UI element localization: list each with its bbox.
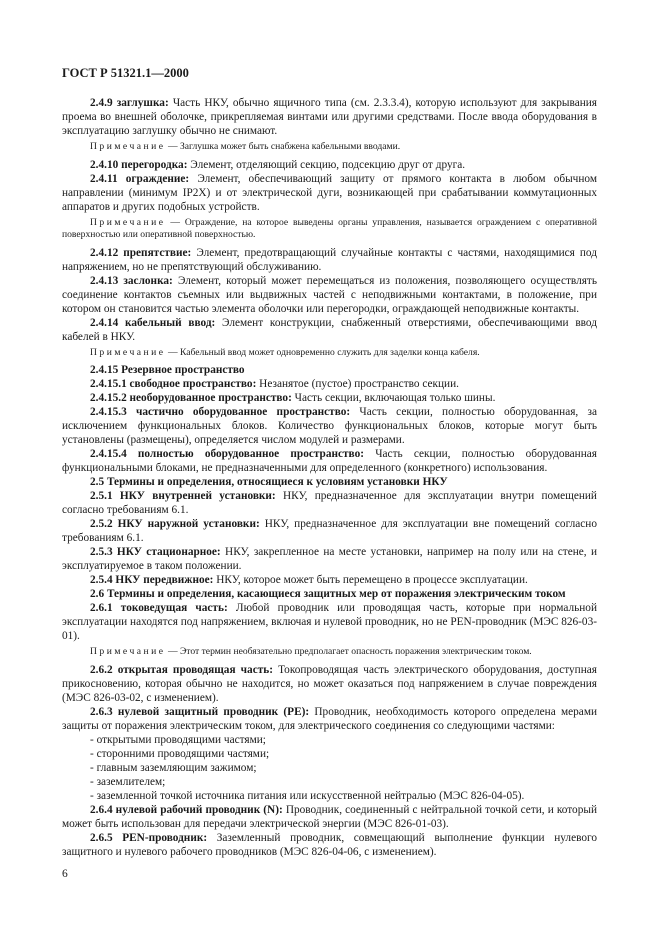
section-2-6-heading: 2.6 Термины и определения, касающиеся защитных мер от поражения электрическим током [90,588,566,600]
clause-2-6-3: 2.6.3 нулевой защитный проводник (PE): Проводник, необходимость которого определена мерами защиты от поражения электрическим током, для электрического соединения со следующими частями: [62,705,598,732]
clause-2-4-14: 2.4.14 кабельный ввод: Элемент конструкции, снабженный отверстиями, обеспечивающими ввод кабелей в НКУ. [62,316,597,343]
clause-2-4-15-1: 2.4.15.1 свободное пространство: Незанятое (пустое) пространство секции. [90,378,459,390]
note-2-4-9: Примечание — Заглушка может быть снабжена кабельными вводами. [90,141,401,152]
clause-2-6-4: 2.6.4 нулевой рабочий проводник (N): Проводник, соединенный с нейтральной точкой сети, и который может быть использован для передачи электрической энергии (МЭС 826-01-03). [62,803,597,830]
list-item: - заземленной точкой источника питания или искусственной нейтралью (МЭС 826-04-05). [90,789,525,802]
page-number: 6 [62,868,68,880]
clause-2-4-11: 2.4.11 ограждение: Элемент, обеспечивающий защиту от прямого контакта в любом обычном направлении (минимум IP2X) и от электрической дуги, возникающей при срабатывании коммутационных аппаратов и других подобных устройств. [62,172,597,213]
clause-2-4-13: 2.4.13 заслонка: Элемент, который может перемещаться из положения, позволяющего осуществлять соединение контактов съемных или выдвижных частей с неподвижными контактами, в положение, при котором он становится частью элемента оболочки или перегородки, ограждающей неподвижные контакты. [62,274,598,315]
clause-2-5-4: 2.5.4 НКУ передвижное: НКУ, которое может быть перемещено в процессе эксплуатации. [90,574,528,586]
list-item: - заземлителем; [90,775,166,788]
document-body [62,96,597,859]
document-header: ГОСТ Р 51321.1—2000 [62,66,189,80]
clause-2-4-15: 2.4.15 Резервное пространство [90,364,245,376]
list-item: - главным заземляющим зажимом; [90,761,257,774]
clause-2-4-15-4: 2.4.15.4 полностью оборудованное пространство: Часть секции, полностью оборудованная функциональными блоками, не предназначенными для определенного (конкретного) использования. [62,448,597,474]
note-2-4-14: Примечание — Кабельный ввод может одновременно служить для заделки конца кабеля. [90,346,480,358]
clause-2-4-9: 2.4.9 заглушка: Часть НКУ, обычно ящичного типа (см. 2.3.3.4), которую используют для закрывания проема во внешней оболочке, прикрепляемая винтами или другими средствами. После ввода оборудования в эксплуатацию заглушку обычно не снимают. [62,97,597,137]
clause-2-4-15-3: 2.4.15.3 частично оборудованное пространство: Часть секции, полностью оборудованная, за исключением функциональных блоков. Количество функциональных блоков, которые могут быть установлены (размещены), определяется числом модулей и размерами. [62,406,598,446]
list-item: - открытыми проводящими частями; [90,733,266,746]
clause-2-6-2: 2.6.2 открытая проводящая часть: Токопроводящая часть электрического оборудования, доступная прикосновению, которая обычно не находится, но может оказаться под напряжением в случае повреждения (МЭС 826-03-02, с изменением). [62,663,597,704]
clause-2-4-12: 2.4.12 препятствие: Элемент, предотвращающий случайные контакты с частями, находящимися под напряжением, но не препятствующий обслуживанию. [62,246,597,273]
clause-2-5-1: 2.5.1 НКУ внутренней установки: НКУ, предназначенное для эксплуатации внутри помещений согласно требованиям 6.1. [62,490,597,516]
note-2-6-1: Примечание — Этот термин необязательно предполагает опасность поражения электрическим током. [90,646,532,657]
clause-2-6-5: 2.6.5 PEN-проводник: Заземленный проводник, совмещающий выполнение функции нулевого защитного и нулевого рабочего проводников (МЭС 826-04-06, с изменением). [62,831,597,858]
section-2-5-heading: 2.5 Термины и определения, относящиеся к условиям установки НКУ [90,476,448,488]
clause-2-4-10: 2.4.10 перегородка: Элемент, отделяющий секцию, подсекцию друг от друга. [90,158,466,171]
clause-2-4-15-2: 2.4.15.2 необорудованное пространство: Часть секции, включающая только шины. [90,392,496,404]
note-2-4-11: Примечание — Ограждение, на которое выведены органы управления, называется ограждением с оперативной поверхностью или оперативной поверхностью. [62,216,597,240]
list-item: - сторонними проводящими частями; [90,747,270,760]
clause-2-5-3: 2.5.3 НКУ стационарное: НКУ, закрепленное на месте установки, например на полу или на стене, и эксплуатируемое в таком положении. [62,546,597,572]
clause-2-5-2: 2.5.2 НКУ наружной установки: НКУ, предназначенное для эксплуатации вне помещений согласно требованиям 6.1. [62,518,597,544]
clause-2-6-1: 2.6.1 токоведущая часть: Любой проводник или проводящая часть, которые при нормальной эксплуатации находятся под напряжением, включая и нулевой проводник, но не PEN-проводник (МЭС 826-03-01). [62,602,598,642]
